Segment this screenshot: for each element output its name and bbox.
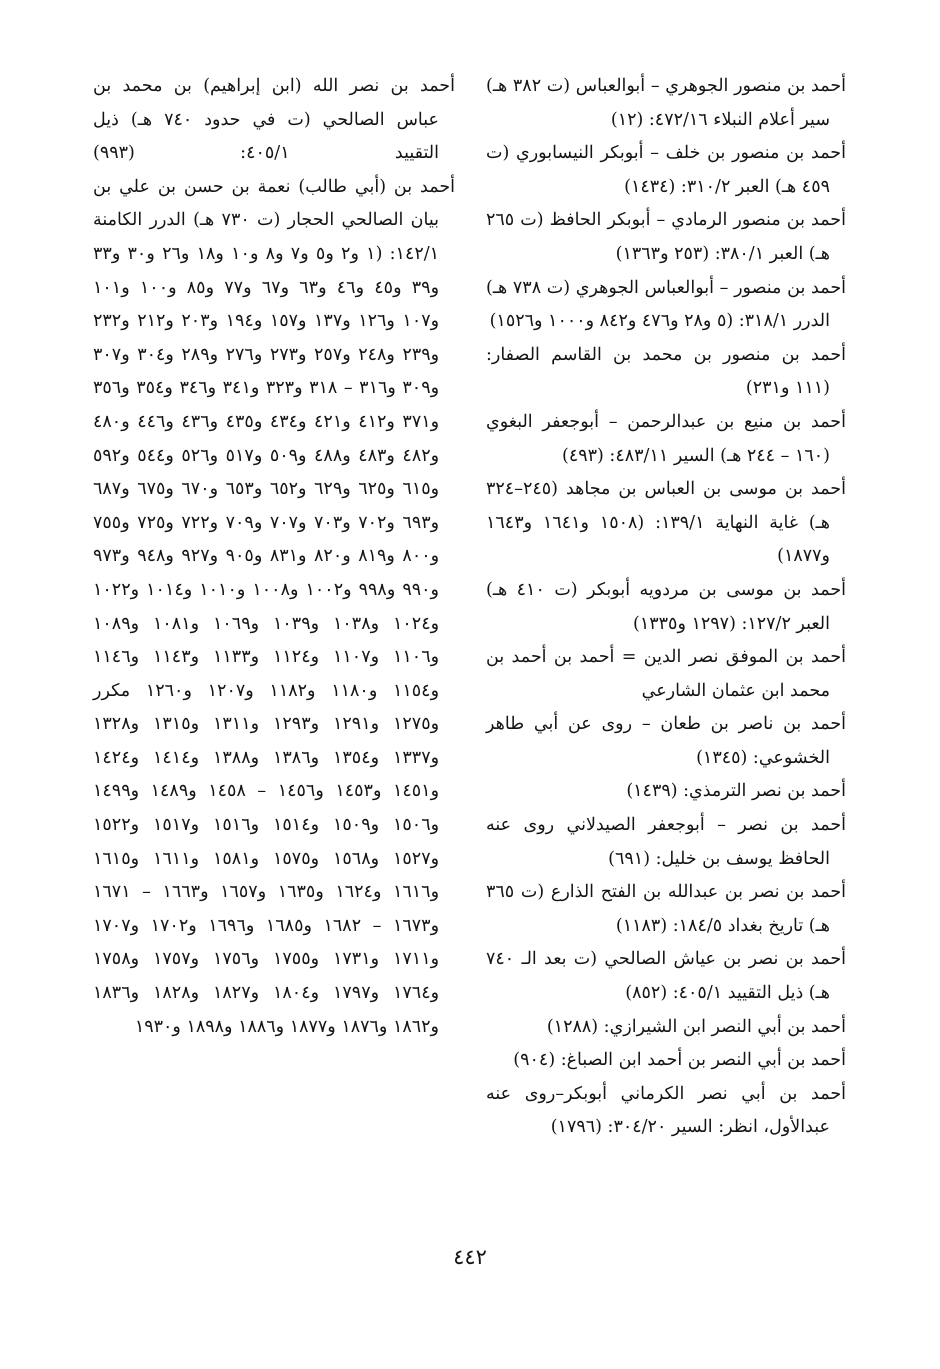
index-column-right <box>486 70 846 1145</box>
index-entry: أحمد بن نصر – أبوجعفر الصيدلاني روى عنه الحافظ يوسف بن خليل: (٦٩١) <box>486 815 846 869</box>
index-entry: أحمد بن منصور الرمادي – أبوبكر الحافظ (ت ٢٦٥ هـ) العبر ٣٨٠/١: (٢٥٣ و١٣٦٣) <box>486 210 846 264</box>
index-entry: أحمد بن منيع بن عبدالرحمن – أبوجعفر البغوي (١٦٠ – ٢٤٤ هـ) السير ٤٨٣/١١: (٤٩٣) <box>486 411 846 466</box>
index-column-left <box>93 70 455 1044</box>
index-entry: أحمد بن نصر بن عبدالله بن الفتح الذارع (ت ٣٦٥ هـ) تاريخ بغداد ١٨٤/٥: (١١٨٣) <box>486 882 846 936</box>
index-entry: أحمد بن الموفق نصر الدين = أحمد بن أحمد بن محمد ابن عثمان الشارعي <box>486 647 846 701</box>
page-number: ٤٤٢ <box>453 1245 487 1269</box>
index-entry: أحمد بن منصور بن محمد بن القاسم الصفار: (١١١ و٢٣١) <box>486 344 846 399</box>
index-entry: أحمد بن نصر بن عياش الصالحي (ت بعد الـ ٧٤٠ هـ) ذيل التقييد ٤٠٥/١: (٨٥٢) <box>486 949 846 1004</box>
index-entry: أحمد بن موسى بن مردويه أبوبكر (ت ٤١٠ هـ) العبر ١٢٧/٢: (١٢٩٧ و١٣٣٥) <box>486 579 846 634</box>
index-entry: أحمد بن أبي النصر بن أحمد ابن الصباغ: (٩٠٤) <box>513 1050 846 1071</box>
index-entry: أحمد بن منصور بن خلف – أبوبكر النيسابوري (ت ٤٥٩ هـ) العبر ٣١٠/٢: (١٤٣٤) <box>486 143 846 197</box>
index-entry: أحمد بن منصور – أبوالعباس الجوهري (ت ٧٣٨ هـ) الدرر ٣١٨/١: (٥ و٢٨ و٤٧٦ و٨٤٢ و١٠٠٠ و١٥٢٦) <box>486 277 846 332</box>
index-entry: أحمد بن أبي النصر ابن الشيرازي: (١٢٨٨) <box>546 1016 846 1037</box>
index-entry: أحمد بن موسى بن العباس بن مجاهد (٢٤٥–٣٢٤ هـ) غاية النهاية ١٣٩/١: (١٥٠٨ و١٦٤١ و١٦٤٣ و١٨٧٧) <box>486 479 846 567</box>
index-entry: أحمد بن أبي نصر الكرماني أبوبكر–روى عنه عبدالأول، انظر: السير ٣٠٤/٢٠: (١٧٩٦) <box>486 1083 846 1138</box>
index-entry: أحمد بن نصر الترمذي: (١٤٣٩) <box>626 781 846 802</box>
index-entry: أحمد بن نصر الله (ابن إبراهيم) بن محمد بن عباس الصالحي (ت في حدود ٧٤٠ هـ) ذيل التقييد ٤٠٥/١: (٩٩٣) <box>93 76 455 164</box>
index-entry: أحمد بن منصور الجوهري – أبوالعباس (ت ٣٨٢ هـ) سير أعلام النبلاء ٤٧٢/١٦: (١٢) <box>486 76 846 130</box>
index-entry: أحمد بن ناصر بن طعان – روى عن أبي طاهر الخشوعي: (١٣٤٥) <box>486 714 846 768</box>
index-entry: أحمد بن (أبي طالب) نعمة بن حسن بن علي بن بيان الصالحي الحجار (ت ٧٣٠ هـ) الدرر الكامنة ١٤٢/١: (١ و٢ و٥ و٧ و٨ و١٠ و١٨ و٢٦ و٣٠ و٣٣ و٣٩ و٤٥ و٤٦ و٦٣ و٦٧ و٧٧ و٨٥ و١٠٠ و١٠١ و١٠٧ و١٢٦ و١٣٧ و١٥٧ و١٩٤ و٢٠٣ و٢١٢ و٢٣٢ و٢٣٩ و٢٤٨ و٢٥٧ و٢٧٣ و٢٧٦ و٢٨٩ و٣٠٤ و٣٠٧ و٣٠٩ و٣١٦ – ٣١٨ و٣٢٣ و٣٤١ و٣٤٦ و٣٥٤ و٣٥٦ و٣٧١ و٤١٢ و٤٢١ و٤٣٤ و٤٣٥ و٤٣٦ و٤٤٦ و٤٨٠ و٤٨٢ و٤٨٣ و٤٨٨ و٥٠٩ و٥١٧ و٥٢٦ و٥٤٤ و٥٩٢ و٦١٥ و٦٢٥ و٦٢٩ و٦٥٢ و٦٥٣ و٦٧٠ و٦٧٥ و٦٨٧ و٦٩٣ و٧٠٢ و٧٠٣ و٧٠٧ و٧٠٩ و٧٢٢ و٧٢٥ و٧٥٥ و٨٠٠ و٨١٩ و٨٢٠ و٨٣١ و٩٠٥ و٩٢٧ و٩٤٨ و٩٧٣ و٩٩٠ و٩٩٨ و١٠٠٢ و١٠٠٨ و١٠١٠ و١٠١٤ و١٠٢٢ و١٠٢٤ و١٠٣٨ و١٠٣٩ و١٠٦٩ و١٠٨١ و١٠٨٩ و١١٠٦ و١١٠٧ و١١٢٤ و١١٣٣ و١١٤٣ و١١٤٦ و١١٥٤ و١١٨٠ و١١٨٢ و١٢٠٧ و١٢٦٠ مكرر و١٢٧٥ و١٢٩١ و١٢٩٣ و١٣١١ و١٣١٥ و١٣٢٨ و١٣٣٧ و١٣٥٤ و١٣٨٦ و١٣٨٨ و١٤١٤ و١٤٢٤ و١٤٥١ و١٤٥٣ و١٤٥٦ – ١٤٥٨ و١٤٨٩ و١٤٩٩ و١٥٠٦ و١٥٠٩ و١٥١٤ و١٥١٦ و١٥١٧ و١٥٢٢ و١٥٢٧ و١٥٦٨ و١٥٧٥ و١٥٨١ و١٦١١ و١٦١٥ و١٦١٦ و١٦٢٤ و١٦٣٥ و١٦٥٧ و١٦٦٣ – ١٦٧١ و١٦٧٣ – ١٦٨٢ و١٦٨٥ و١٦٩٦ و١٧٠٢ و١٧٠٧ و١٧١١ و١٧٣١ و١٧٥٥ و١٧٥٦ و١٧٥٧ و١٧٥٨ و١٧٦٤ و١٧٩٧ و١٨٠٤ و١٨٢٧ و١٨٢٨ و١٨٣٦ و١٨٦٢ و١٨٧٦ و١٨٧٧ و١٨٨٦ و١٨٩٨ و١٩٣٠ <box>93 176 455 1037</box>
